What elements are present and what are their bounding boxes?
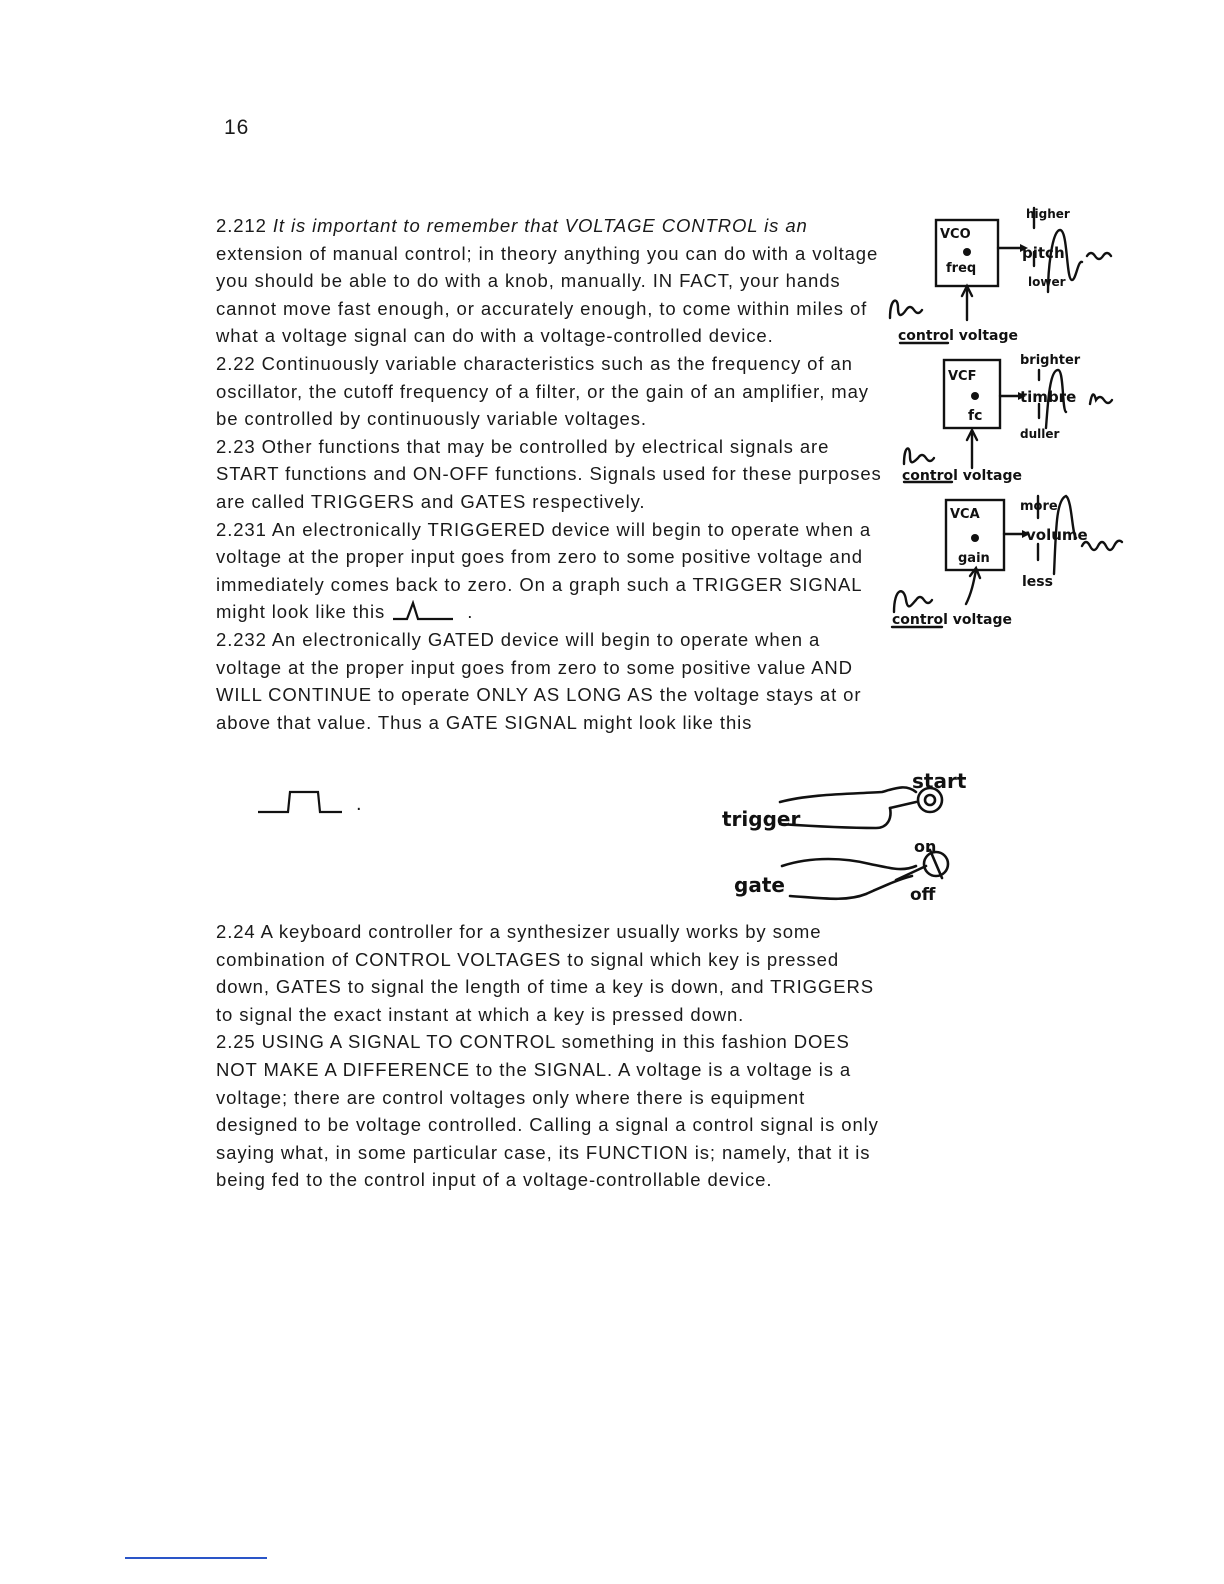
paragraph-2-212 [216, 212, 892, 350]
gate-signal-icon [256, 786, 356, 816]
vcf-output-label: timbre [1020, 388, 1077, 406]
vca-knob-dot-icon [971, 534, 979, 542]
vcf-knob-label: fc [968, 408, 983, 424]
vcf-input-label: control voltage [902, 468, 1022, 484]
paragraph-2-232: 2.232 An electronically GATED device will begin to operate when a voltage at the proper input goes from zero to some positive value AND WILL CONTINUE to operate ONLY AS LONG AS the voltage stays at or above that value. Thus a GATE SIGNAL might look like this [216, 628, 862, 733]
vca-input-label: control voltage [892, 612, 1012, 628]
trigger-hand-icon [780, 787, 916, 802]
vco-output-label: pitch [1022, 244, 1065, 262]
italic-lead: It is important to remember that VOLTAGE CONTROL is an [272, 215, 808, 236]
vco-box-label: VCO [940, 227, 971, 242]
paragraph-2-22: 2.22 Continuously variable characteristics such as the frequency of an oscillator, the cutoff frequency of a filter, or the gain of an amplifier, may be controlled by continuously variable voltages. [216, 352, 869, 430]
trigger-signal-icon [391, 600, 461, 622]
text-block-lower [216, 918, 888, 1194]
gate-hand-label: gate [734, 873, 785, 897]
paragraph-2-212-rest: extension of manual control; in theory anything you can do with a voltage you should be able to do with a knob, manually. IN FACT, your hands cannot move fast enough, or accurately enough, to come within miles of what a voltage signal can do with a voltage-controlled device. [216, 242, 879, 347]
trigger-hand-label: trigger [722, 807, 801, 831]
vcf-up-label: brighter [1020, 353, 1081, 368]
vca-output-label: volume [1026, 526, 1088, 544]
paragraph-number: 2.212 [216, 215, 267, 236]
vco-input-label: control voltage [898, 328, 1018, 344]
vcf-knob-dot-icon [971, 392, 979, 400]
vca-box-label: VCA [950, 507, 980, 522]
trigger-action-label: start [912, 770, 967, 793]
vca-down-label: less [1022, 574, 1053, 590]
paragraph-2-24: 2.24 A keyboard controller for a synthesizer usually works by some combination of CONTROL VOLTAGES to signal which key is pressed down, GATES to signal the length of time a key is down, and TRIGGERS to signal the exact instant at which a key is pressed down. [216, 921, 874, 1025]
paragraph-2-23: 2.23 Other functions that may be controlled by electrical signals are START functions and ON-OFF functions. Signals used for these purposes are called TRIGGERS and GATES respectively. [216, 435, 882, 512]
footnote-rule [125, 1557, 267, 1559]
gate-hand-icon [782, 859, 916, 869]
vco-knob-dot-icon [963, 248, 971, 256]
paragraph-2-231-end: . [467, 601, 474, 623]
text-block-upper [216, 212, 892, 736]
paragraph-2-231 [216, 516, 892, 626]
vca-knob-label: gain [958, 551, 990, 566]
gate-off-label: off [910, 885, 936, 905]
trigger-gate-sketch [720, 770, 990, 920]
paragraph-2-25: 2.25 USING A SIGNAL TO CONTROL something in this fashion DOES NOT MAKE A DIFFERENCE to the SIGNAL. A voltage is a voltage is a voltage; there are control voltages only where there is equipment designed to be voltage controlled. Calling a signal a control signal is only saying what, in some particular case, its FUNCTION is; namely, that it is being fed to the control input of a voltage-controllable device. [216, 1031, 879, 1191]
gate-signal-row [256, 786, 362, 816]
voltage-control-sketch [880, 200, 1150, 660]
gate-on-label: on [914, 837, 937, 856]
vco-down-label: lower [1028, 275, 1066, 289]
vco-up-label: higher [1026, 207, 1070, 221]
gate-end-period: . [356, 793, 362, 815]
vcf-box-label: VCF [948, 369, 977, 384]
vca-up-label: more [1020, 499, 1058, 514]
page-number: 16 [224, 116, 250, 139]
vcf-down-label: duller [1020, 427, 1060, 441]
vco-knob-label: freq [946, 261, 977, 276]
paragraph-2-231-text: 2.231 An electronically TRIGGERED device will begin to operate when a voltage at the proper input goes from zero to some positive voltage and immediately comes back to zero. On a graph such a TRIGGER SIGNAL might look like this [216, 518, 872, 623]
